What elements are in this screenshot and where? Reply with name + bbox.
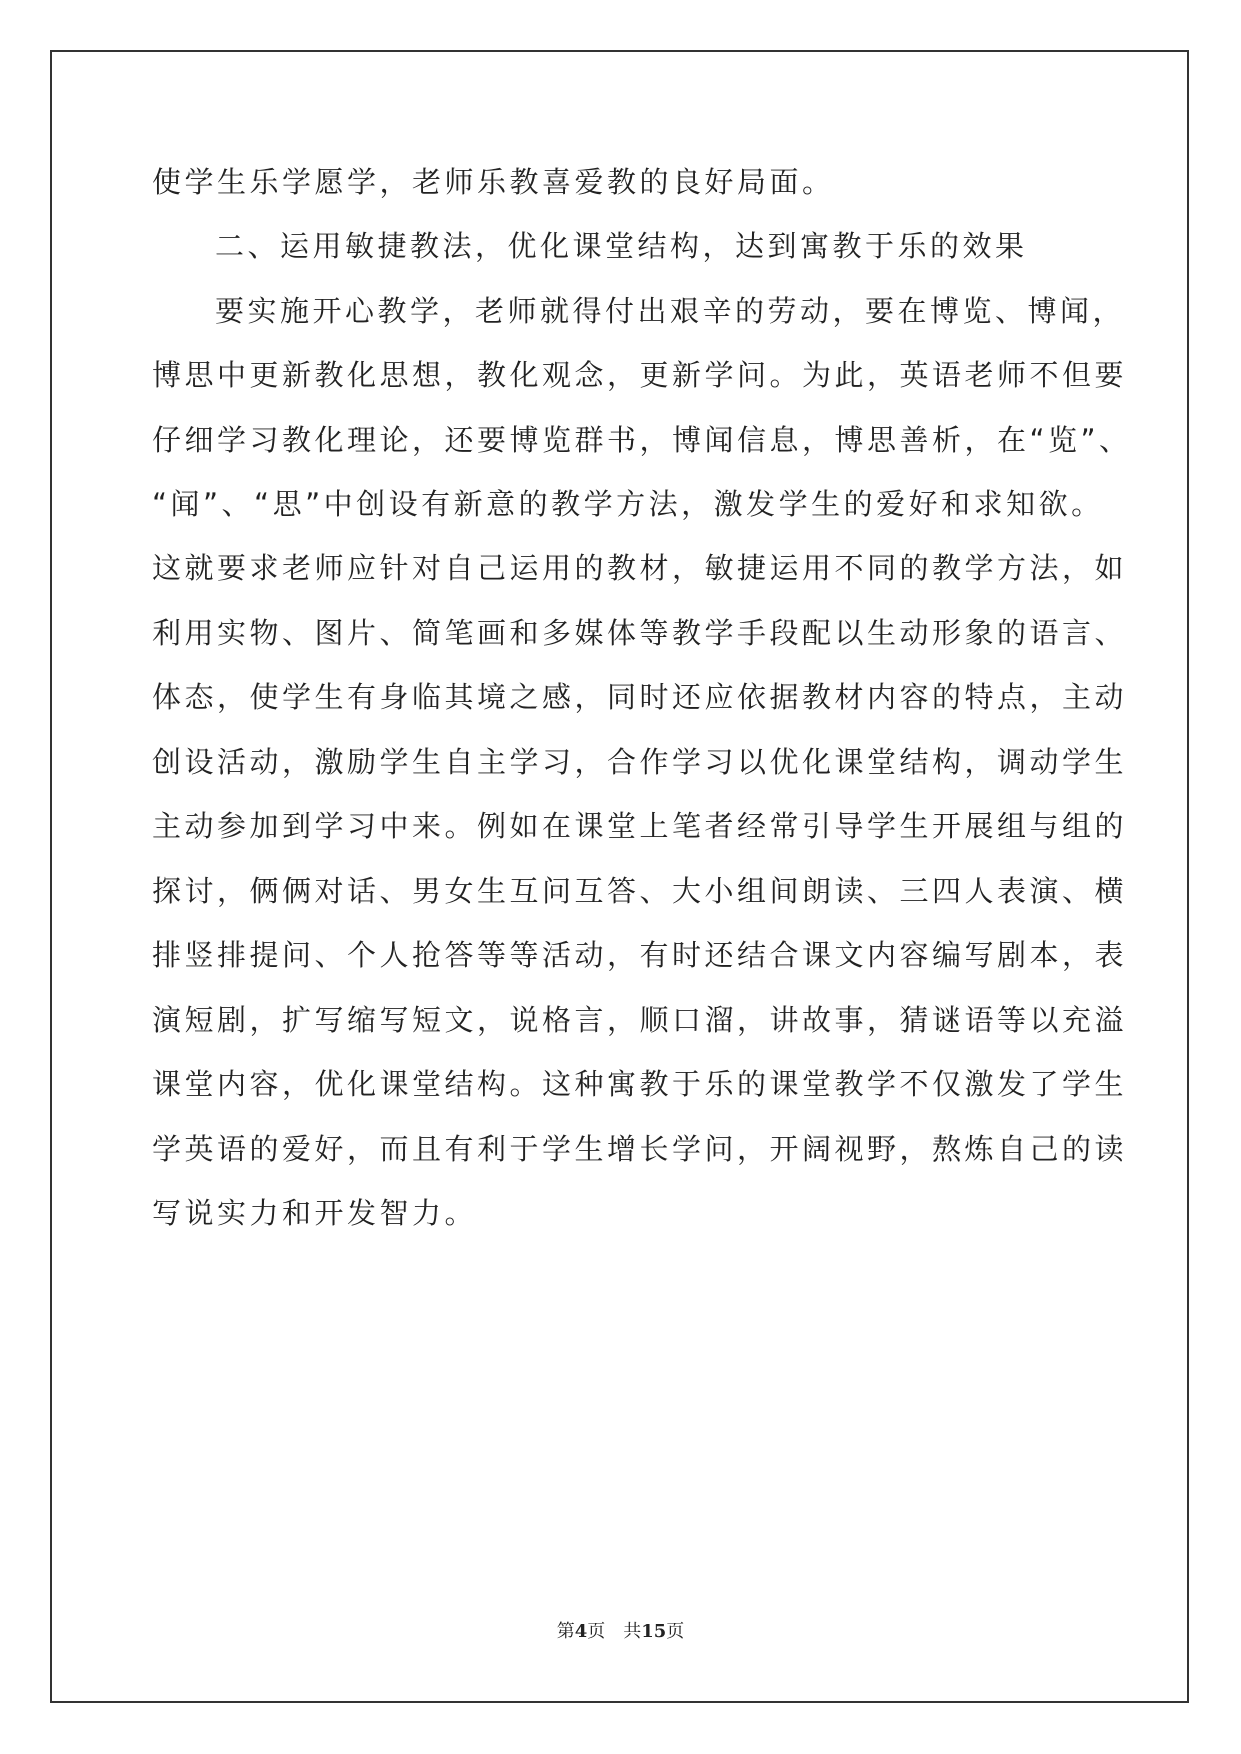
total-prefix: 共 — [623, 1621, 642, 1642]
text-line: 课堂内容，优化课堂结构。这种寓教于乐的课堂教学不仅激发了学生 — [152, 1067, 1128, 1101]
text-line: 这就要求老师应针对自己运用的教材，敏捷运用不同的教学方法，如 — [152, 551, 1128, 585]
page-prefix: 第 — [556, 1621, 575, 1642]
page-number: 4 — [574, 1621, 588, 1642]
text-line: 体态，使学生有身临其境之感，同时还应依据教材内容的特点，主动 — [152, 680, 1128, 714]
text-line: “闻”、“思”中创设有新意的教学方法，激发学生的爱好和求知欲。 — [152, 487, 1104, 521]
text-line: 博思中更新教化思想，教化观念，更新学问。为此，英语老师不但要 — [152, 358, 1128, 392]
page-footer — [0, 1617, 1241, 1643]
text-line: 演短剧，扩写缩写短文，说格言，顺口溜，讲故事，猜谜语等以充溢 — [152, 1003, 1128, 1037]
section-heading: 二、运用敏捷教法，优化课堂结构，达到寓教于乐的效果 — [215, 229, 1028, 263]
text-line: 利用实物、图片、简笔画和多媒体等教学手段配以生动形象的语言、 — [152, 616, 1128, 650]
text-line: 探讨，俩俩对话、男女生互问互答、大小组间朗读、三四人表演、横 — [152, 874, 1128, 908]
text-line: 使学生乐学愿学，老师乐教喜爱教的良好局面。 — [152, 165, 835, 199]
text-line: 主动参加到学习中来。例如在课堂上笔者经常引导学生开展组与组的 — [152, 809, 1128, 843]
total-suffix: 页 — [666, 1621, 685, 1642]
text-line: 创设活动，激励学生自主学习，合作学习以优化课堂结构，调动学生 — [152, 745, 1128, 779]
text-line: 学英语的爱好，而且有利于学生增长学问，开阔视野，熬炼自己的读 — [152, 1132, 1128, 1166]
text-line: 写说实力和开发智力。 — [152, 1196, 478, 1230]
page-suffix: 页 — [587, 1621, 606, 1642]
total-pages: 15 — [641, 1621, 667, 1642]
text-line: 仔细学习教化理论，还要博览群书，博闻信息，博思善析，在“览”、 — [152, 423, 1132, 457]
text-line: 排竖排提问、个人抢答等等活动，有时还结合课文内容编写剧本，表 — [152, 938, 1128, 972]
text-line: 要实施开心教学，老师就得付出艰辛的劳动，要在博览、博闻， — [215, 294, 1126, 328]
